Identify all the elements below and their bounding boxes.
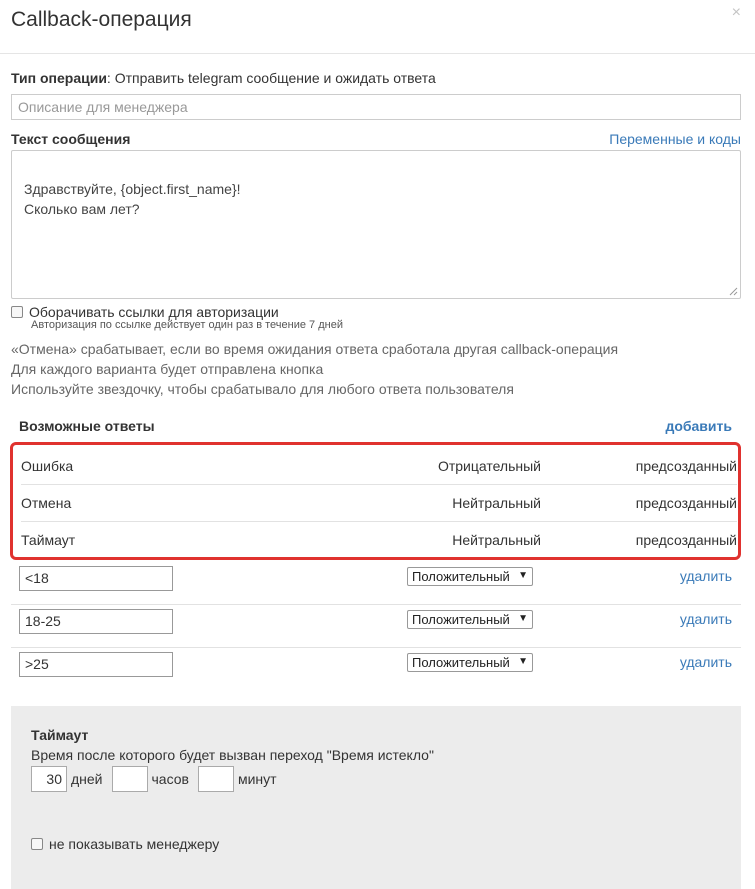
answer-type-select[interactable] [407, 610, 533, 629]
dropdown-arrow-icon: ▼ [518, 613, 528, 624]
close-icon[interactable]: × [731, 4, 741, 21]
operation-type-value: : Отправить telegram сообщение и ожидать ответа [106, 70, 436, 86]
info-line-asterisk: Используйте звездочку, чтобы срабатывало для любого ответа пользователя [11, 381, 514, 397]
delete-answer-link[interactable]: удалить [679, 568, 732, 584]
answer-value-input[interactable]: <18 [19, 566, 173, 591]
answer-type: Нейтральный [452, 495, 541, 511]
info-line-button: Для каждого варианта будет отправлена кнопка [11, 361, 324, 377]
timeout-days-label: дней [71, 771, 103, 787]
answer-value-input[interactable]: 18-25 [19, 609, 173, 634]
user-answer-row [11, 604, 741, 647]
timeout-hours-input[interactable] [112, 766, 148, 792]
timeout-inputs [31, 766, 286, 792]
answer-type-select[interactable] [407, 653, 533, 672]
timeout-minutes-input[interactable] [198, 766, 234, 792]
add-answer-link[interactable]: добавить [665, 418, 732, 434]
timeout-description: Время после которого будет вызван переход "Время истекло" [31, 747, 434, 763]
hide-from-manager-label: не показывать менеджеру [49, 836, 220, 852]
delete-answer-link[interactable]: удалить [679, 654, 732, 670]
answer-status: предсозданный [635, 457, 737, 474]
timeout-panel [11, 706, 741, 889]
answer-type: Отрицательный [437, 457, 541, 474]
resize-grip-icon[interactable] [729, 287, 738, 296]
answer-type: Нейтральный [452, 532, 541, 548]
wrap-links-option[interactable] [11, 304, 279, 320]
operation-type-label: Тип операции [11, 70, 107, 86]
predefined-answer-row [21, 521, 737, 558]
dropdown-arrow-icon: ▼ [518, 656, 528, 667]
answer-name: Таймаут [21, 532, 76, 548]
timeout-minutes-label: минут [237, 771, 277, 787]
message-text: Здравствуйте, {object.first_name}! Сколько вам лет? [24, 181, 241, 217]
predefined-answer-row [21, 484, 737, 521]
answer-type-selected: Положительный [412, 612, 510, 627]
answer-status: предсозданный [635, 495, 737, 511]
predefined-answers-highlight [10, 442, 741, 560]
message-textarea[interactable] [11, 150, 741, 299]
answer-status: предсозданный [635, 532, 737, 548]
answer-name: Ошибка [21, 457, 74, 474]
answer-name: Отмена [21, 495, 72, 511]
message-label: Текст сообщения [11, 131, 131, 147]
user-answer-row [11, 561, 741, 604]
hide-from-manager-checkbox[interactable] [31, 838, 43, 850]
answer-type-selected: Положительный [412, 655, 510, 670]
operation-type [11, 70, 436, 86]
predefined-answer-row [21, 447, 737, 484]
manager-description-input[interactable] [11, 94, 741, 120]
info-line-cancel: «Отмена» срабатывает, если во время ожидания ответа сработала другая callback-операция [11, 341, 619, 357]
timeout-hours-label: часов [151, 771, 189, 787]
modal-header [0, 0, 755, 54]
answer-value-input[interactable]: >25 [19, 652, 173, 677]
timeout-days-input[interactable]: 30 [31, 766, 67, 792]
wrap-links-hint: Авторизация по ссылке действует один раз в течение 7 дней [31, 319, 343, 331]
wrap-links-label: Оборачивать ссылки для авторизации [29, 304, 279, 320]
modal-title: Callback-операция [11, 8, 192, 31]
variables-link[interactable]: Переменные и коды [609, 131, 741, 147]
timeout-title: Таймаут [31, 727, 89, 743]
delete-answer-link[interactable]: удалить [679, 611, 732, 627]
dropdown-arrow-icon: ▼ [518, 570, 528, 581]
user-answer-row [11, 647, 741, 690]
answers-title: Возможные ответы [19, 418, 155, 434]
answer-type-select[interactable] [407, 567, 533, 586]
wrap-links-checkbox[interactable] [11, 306, 23, 318]
hide-from-manager-option[interactable] [31, 836, 219, 852]
answer-type-selected: Положительный [412, 569, 510, 584]
